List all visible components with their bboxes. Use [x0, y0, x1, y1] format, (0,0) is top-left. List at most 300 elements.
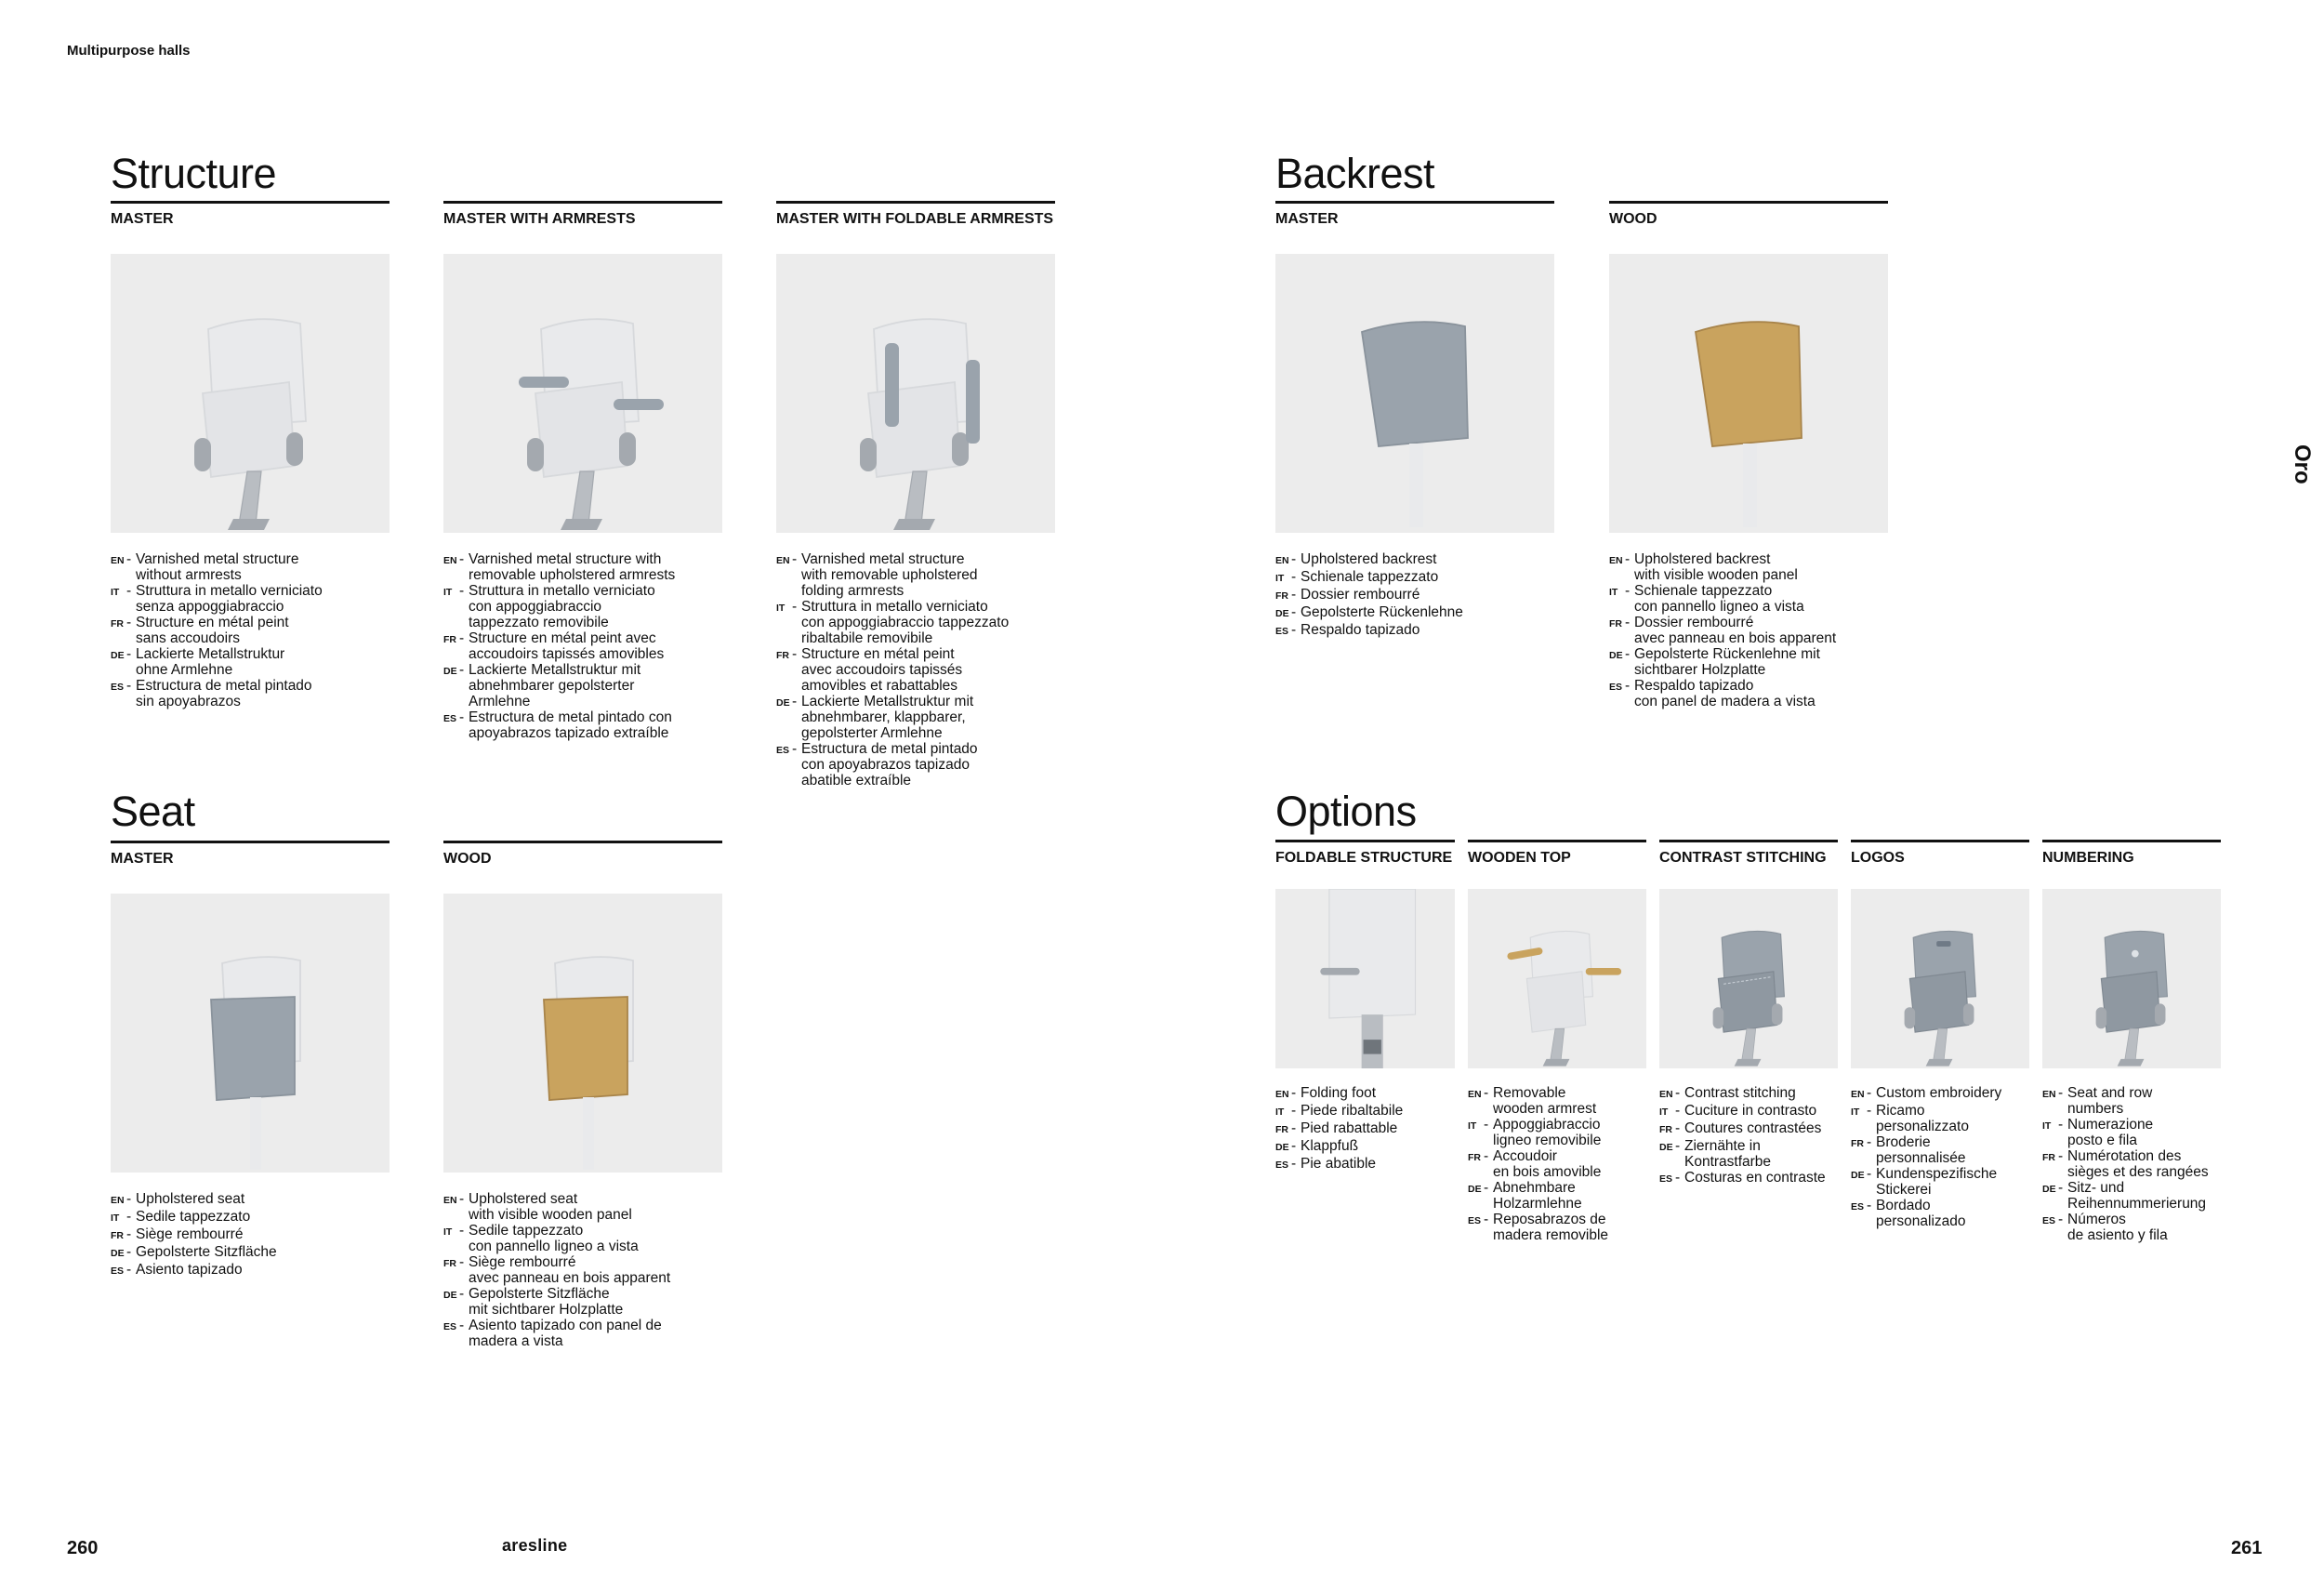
item-description	[443, 551, 722, 741]
desc-row	[443, 1254, 722, 1286]
section-rule	[1609, 201, 1888, 204]
chair-illustration	[1659, 889, 1838, 1068]
lang-text: Estructura de metal pintado con apoyabrazos tapizado abatible extraíble	[801, 741, 978, 788]
lang-code: FR	[1275, 590, 1288, 602]
lang-text: Broderie personnalisée	[1876, 1134, 1966, 1166]
item-description	[111, 551, 390, 709]
option-item-contrast-stitching	[1659, 840, 1838, 1187]
page-number-left: 260	[67, 1538, 99, 1558]
lang-dash: -	[1484, 1085, 1489, 1101]
lang-code: IT	[1609, 587, 1618, 598]
lang-code: FR	[111, 1230, 124, 1241]
lang-dash: -	[1625, 678, 1631, 694]
lang-dash: -	[126, 678, 132, 694]
desc-row	[111, 678, 390, 709]
section-rule	[2042, 840, 2221, 842]
structure-item-armrests	[443, 201, 722, 741]
lang-code: EN	[1468, 1089, 1482, 1100]
lang-text: Numérotation des sièges et des rangées	[2067, 1148, 2209, 1180]
lang-text: Upholstered backrest	[1301, 551, 1437, 567]
lang-code: DE	[443, 1290, 457, 1301]
lang-text: Asiento tapizado	[136, 1262, 243, 1278]
lang-code: DE	[2042, 1184, 2056, 1195]
section-rule	[776, 201, 1055, 204]
brand-logo: aresline	[502, 1536, 568, 1555]
item-label: WOOD	[1609, 211, 1657, 227]
lang-text: Sedile tappezzato	[136, 1209, 251, 1225]
lang-code: ES	[1275, 1160, 1289, 1171]
lang-text: Estructura de metal pintado con apoyabrazos tapizado extraíble	[469, 709, 672, 741]
lang-code: FR	[776, 650, 789, 661]
lang-dash: -	[126, 646, 132, 662]
desc-row	[776, 551, 1055, 599]
chair-illustration	[2042, 889, 2221, 1068]
desc-row	[443, 1318, 722, 1349]
lang-dash: -	[126, 583, 132, 599]
chair-photo	[1851, 889, 2029, 1068]
lang-code: EN	[1275, 555, 1289, 566]
lang-code: FR	[1659, 1124, 1672, 1135]
desc-row	[1659, 1103, 1838, 1120]
lang-dash: -	[126, 1191, 132, 1207]
lang-dash: -	[2058, 1117, 2064, 1133]
lang-dash: -	[1675, 1138, 1681, 1154]
desc-row	[1851, 1103, 2029, 1134]
lang-dash: -	[459, 1254, 465, 1270]
page-number-right: 261	[2231, 1538, 2263, 1558]
lang-dash: -	[2058, 1148, 2064, 1164]
lang-text: Varnished metal structure with removable upholstered armrests	[469, 551, 676, 583]
lang-text: Appoggiabraccio ligneo removibile	[1493, 1117, 1602, 1148]
lang-dash: -	[1625, 551, 1631, 567]
lang-code: EN	[111, 555, 125, 566]
chair-illustration	[111, 894, 390, 1173]
lang-dash: -	[126, 1226, 132, 1242]
lang-text: Varnished metal structure with removable upholstered folding armrests	[801, 551, 978, 599]
lang-code: ES	[111, 1266, 125, 1277]
lang-code: DE	[1275, 608, 1289, 619]
desc-row	[2042, 1117, 2221, 1148]
chair-illustration	[1468, 889, 1646, 1068]
lang-dash: -	[1867, 1198, 1872, 1213]
section-rule	[111, 201, 390, 204]
item-description	[2042, 1085, 2221, 1243]
section-rule	[1851, 840, 2029, 842]
lang-text: Pie abatible	[1301, 1156, 1377, 1172]
lang-text: Siège rembourré	[136, 1226, 244, 1242]
running-title: Multipurpose halls	[67, 43, 191, 59]
desc-row	[443, 1286, 722, 1318]
lang-code: ES	[1851, 1201, 1865, 1213]
lang-dash: -	[126, 1262, 132, 1278]
desc-row	[1275, 1103, 1455, 1120]
lang-code: DE	[443, 666, 457, 677]
lang-text: Seat and row numbers	[2067, 1085, 2153, 1117]
item-description	[443, 1191, 722, 1349]
lang-dash: -	[1291, 604, 1297, 620]
lang-dash: -	[1291, 1085, 1297, 1101]
lang-code: IT	[1851, 1107, 1860, 1118]
lang-text: Kundenspezifische Stickerei	[1876, 1166, 1998, 1198]
structure-item-master	[111, 201, 390, 709]
item-description	[1275, 1085, 1455, 1173]
lang-code: DE	[1468, 1184, 1482, 1195]
lang-code: FR	[443, 1258, 456, 1269]
lang-dash: -	[459, 1318, 465, 1333]
desc-row	[1851, 1134, 2029, 1166]
lang-code: IT	[111, 1213, 120, 1224]
chair-illustration	[1275, 889, 1455, 1068]
lang-dash: -	[1291, 622, 1297, 638]
desc-row	[1609, 583, 1888, 615]
desc-row	[776, 599, 1055, 646]
desc-row	[111, 646, 390, 678]
lang-code: DE	[1659, 1142, 1673, 1153]
section-rule	[1275, 840, 1455, 842]
lang-text: Dossier rembourré	[1301, 587, 1420, 603]
desc-row	[1659, 1085, 1838, 1103]
section-rule	[443, 201, 722, 204]
desc-row	[443, 662, 722, 709]
item-description	[1609, 551, 1888, 709]
lang-dash: -	[1625, 583, 1631, 599]
item-label: CONTRAST STITCHING	[1659, 850, 1827, 866]
seat-item-master	[111, 841, 390, 1279]
lang-dash: -	[459, 709, 465, 725]
desc-row	[443, 1223, 722, 1254]
chair-photo	[1659, 889, 1838, 1068]
lang-text: Siège rembourré avec panneau en bois apparent	[469, 1254, 671, 1286]
item-label: WOODEN TOP	[1468, 850, 1571, 866]
lang-dash: -	[1675, 1120, 1681, 1136]
desc-row	[111, 1244, 390, 1262]
seat-item-wood	[443, 841, 722, 1349]
lang-text: Estructura de metal pintado sin apoyabrazos	[136, 678, 312, 709]
lang-text: Upholstered seat with visible wooden panel	[469, 1191, 632, 1223]
structure-item-foldable-armrests	[776, 201, 1055, 788]
lang-text: Accoudoir en bois amovible	[1493, 1148, 1602, 1180]
desc-row	[1275, 1085, 1455, 1103]
lang-dash: -	[126, 1244, 132, 1260]
lang-text: Gepolsterte Sitzfläche	[136, 1244, 277, 1260]
desc-row	[1659, 1120, 1838, 1138]
lang-code: FR	[2042, 1152, 2055, 1163]
lang-dash: -	[1867, 1085, 1872, 1101]
lang-code: FR	[1275, 1124, 1288, 1135]
item-label: MASTER WITH FOLDABLE ARMRESTS	[776, 211, 1054, 227]
lang-dash: -	[792, 646, 798, 662]
lang-text: Dossier rembourré avec panneau en bois apparent	[1634, 615, 1837, 646]
chair-photo	[1275, 254, 1554, 533]
desc-row	[1275, 1156, 1455, 1173]
desc-row	[111, 1226, 390, 1244]
lang-code: ES	[1609, 682, 1623, 693]
lang-text: Sedile tappezzato con pannello ligneo a vista	[469, 1223, 639, 1254]
lang-code: DE	[1275, 1142, 1289, 1153]
desc-row	[1609, 678, 1888, 709]
lang-text: Asiento tapizado con panel de madera a vista	[469, 1318, 662, 1349]
option-item-foldable-structure	[1275, 840, 1455, 1173]
section-rule	[1468, 840, 1646, 842]
lang-text: Upholstered seat	[136, 1191, 245, 1207]
lang-code: FR	[111, 618, 124, 629]
lang-code: ES	[776, 745, 790, 756]
chair-photo	[443, 894, 722, 1173]
lang-dash: -	[1291, 569, 1297, 585]
lang-text: Removable wooden armrest	[1493, 1085, 1597, 1117]
item-label: MASTER	[1275, 211, 1339, 227]
desc-row	[443, 709, 722, 741]
lang-code: IT	[2042, 1120, 2052, 1132]
option-item-logos	[1851, 840, 2029, 1229]
desc-row	[1275, 551, 1554, 569]
lang-dash: -	[1291, 1138, 1297, 1154]
lang-code: EN	[1275, 1089, 1289, 1100]
item-description	[1468, 1085, 1646, 1243]
lang-dash: -	[1484, 1117, 1489, 1133]
lang-text: Contrast stitching	[1684, 1085, 1796, 1101]
lang-code: IT	[1275, 573, 1285, 584]
desc-row	[111, 583, 390, 615]
desc-row	[1275, 569, 1554, 587]
section-rule	[111, 841, 390, 843]
lang-dash: -	[459, 583, 465, 599]
desc-row	[1659, 1170, 1838, 1187]
chair-illustration	[1851, 889, 2029, 1068]
lang-text: Pied rabattable	[1301, 1120, 1398, 1136]
item-description	[111, 1191, 390, 1279]
lang-dash: -	[2058, 1085, 2064, 1101]
desc-row	[1275, 1138, 1455, 1156]
lang-dash: -	[1867, 1103, 1872, 1119]
lang-dash: -	[1675, 1103, 1681, 1119]
lang-dash: -	[2058, 1212, 2064, 1227]
section-rule	[443, 841, 722, 843]
lang-text: Upholstered backrest with visible wooden panel	[1634, 551, 1798, 583]
lang-code: ES	[1275, 626, 1289, 637]
lang-text: Gepolsterte Sitzfläche mit sichtbarer Holzplatte	[469, 1286, 624, 1318]
chair-illustration	[443, 254, 722, 533]
lang-text: Lackierte Metallstruktur mit abnehmbarer, klappbarer, gepolsterter Armlehne	[801, 694, 974, 741]
lang-code: IT	[776, 603, 786, 614]
chair-photo	[111, 894, 390, 1173]
option-item-numbering	[2042, 840, 2221, 1243]
lang-dash: -	[126, 1209, 132, 1225]
structure-title: Structure	[111, 150, 277, 197]
chair-photo	[1275, 889, 1455, 1068]
desc-row	[1851, 1198, 2029, 1229]
lang-code: IT	[443, 1226, 453, 1238]
lang-code: EN	[443, 555, 457, 566]
lang-text: Struttura in metallo verniciato con appoggiabraccio tappezzato removibile	[469, 583, 655, 630]
desc-row	[1468, 1212, 1646, 1243]
item-label: WOOD	[443, 851, 492, 867]
lang-dash: -	[1867, 1134, 1872, 1150]
lang-text: Números de asiento y fila	[2067, 1212, 2168, 1243]
item-label: MASTER	[111, 851, 174, 867]
desc-row	[1275, 622, 1554, 640]
lang-text: Bordado personalizado	[1876, 1198, 1966, 1229]
lang-code: IT	[1468, 1120, 1477, 1132]
lang-text: Schienale tappezzato	[1301, 569, 1439, 585]
lang-code: DE	[111, 650, 125, 661]
item-label: NUMBERING	[2042, 850, 2134, 866]
lang-dash: -	[1867, 1166, 1872, 1182]
lang-dash: -	[459, 1191, 465, 1207]
lang-dash: -	[459, 1223, 465, 1239]
desc-row	[2042, 1085, 2221, 1117]
desc-row	[443, 583, 722, 630]
item-description	[1275, 551, 1554, 640]
backrest-title: Backrest	[1275, 150, 1435, 197]
lang-dash: -	[459, 630, 465, 646]
lang-dash: -	[792, 741, 798, 757]
lang-text: Coutures contrastées	[1684, 1120, 1822, 1136]
desc-row	[443, 551, 722, 583]
lang-text: Lackierte Metallstruktur ohne Armlehne	[136, 646, 285, 678]
lang-text: Structure en métal peint avec accoudoirs tapissés amovibles	[469, 630, 665, 662]
lang-text: Klappfuß	[1301, 1138, 1359, 1154]
desc-row	[1851, 1085, 2029, 1103]
lang-dash: -	[459, 1286, 465, 1302]
item-label: MASTER	[111, 211, 174, 227]
chair-photo	[1609, 254, 1888, 533]
lang-dash: -	[126, 615, 132, 630]
lang-text: Respaldo tapizado con panel de madera a vista	[1634, 678, 1816, 709]
lang-text: Piede ribaltabile	[1301, 1103, 1404, 1119]
chair-illustration	[1275, 254, 1554, 533]
desc-row	[776, 741, 1055, 788]
lang-dash: -	[1484, 1212, 1489, 1227]
lang-code: DE	[1851, 1170, 1865, 1181]
lang-text: Structure en métal peint avec accoudoirs tapissés amovibles et rabattables	[801, 646, 963, 694]
desc-row	[1851, 1166, 2029, 1198]
lang-text: Ziernähte in Kontrastfarbe	[1684, 1138, 1772, 1170]
lang-code: FR	[1468, 1152, 1481, 1163]
desc-row	[1275, 604, 1554, 622]
lang-dash: -	[792, 694, 798, 709]
desc-row	[776, 694, 1055, 741]
lang-text: Custom embroidery	[1876, 1085, 2002, 1101]
lang-text: Struttura in metallo verniciato senza appoggiabraccio	[136, 583, 323, 615]
desc-row	[111, 551, 390, 583]
lang-code: DE	[111, 1248, 125, 1259]
lang-code: IT	[1275, 1107, 1285, 1118]
lang-code: EN	[776, 555, 790, 566]
lang-text: Abnehmbare Holzarmlehne	[1493, 1180, 1582, 1212]
lang-text: Struttura in metallo verniciato con appoggiabraccio tappezzato ribaltabile removibile	[801, 599, 1010, 646]
desc-row	[1468, 1085, 1646, 1117]
chair-photo	[776, 254, 1055, 533]
lang-code: EN	[443, 1195, 457, 1206]
lang-dash: -	[459, 551, 465, 567]
desc-row	[1468, 1117, 1646, 1148]
lang-text: Lackierte Metallstruktur mit abnehmbarer gepolsterter Armlehne	[469, 662, 641, 709]
lang-dash: -	[1484, 1180, 1489, 1196]
lang-code: IT	[443, 587, 453, 598]
backrest-item-master	[1275, 201, 1554, 640]
lang-code: ES	[443, 1321, 457, 1332]
lang-text: Gepolsterte Rückenlehne	[1301, 604, 1463, 620]
chair-photo	[111, 254, 390, 533]
desc-row	[443, 1191, 722, 1223]
lang-dash: -	[459, 662, 465, 678]
lang-text: Gepolsterte Rückenlehne mit sichtbarer Holzplatte	[1634, 646, 1820, 678]
desc-row	[443, 630, 722, 662]
item-label: FOLDABLE STRUCTURE	[1275, 850, 1453, 866]
item-label: LOGOS	[1851, 850, 1905, 866]
desc-row	[2042, 1148, 2221, 1180]
item-description	[776, 551, 1055, 788]
lang-code: IT	[1659, 1107, 1669, 1118]
desc-row	[1468, 1148, 1646, 1180]
lang-code: ES	[1659, 1173, 1673, 1185]
lang-dash: -	[2058, 1180, 2064, 1196]
lang-dash: -	[792, 551, 798, 567]
lang-dash: -	[1625, 615, 1631, 630]
option-item-wooden-top	[1468, 840, 1646, 1243]
chair-photo	[1468, 889, 1646, 1068]
seat-title: Seat	[111, 788, 195, 835]
desc-row	[2042, 1180, 2221, 1212]
lang-text: Ricamo personalizzato	[1876, 1103, 1969, 1134]
lang-dash: -	[126, 551, 132, 567]
desc-row	[1275, 587, 1554, 604]
chair-photo	[2042, 889, 2221, 1068]
lang-code: ES	[1468, 1215, 1482, 1226]
desc-row	[1609, 551, 1888, 583]
lang-code: EN	[1659, 1089, 1673, 1100]
chair-illustration	[443, 894, 722, 1173]
item-label: MASTER WITH ARMRESTS	[443, 211, 636, 227]
desc-row	[1609, 615, 1888, 646]
lang-text: Costuras en contraste	[1684, 1170, 1826, 1186]
lang-text: Folding foot	[1301, 1085, 1376, 1101]
lang-text: Numerazione posto e fila	[2067, 1117, 2154, 1148]
lang-text: Structure en métal peint sans accoudoirs	[136, 615, 289, 646]
lang-dash: -	[1291, 1120, 1297, 1136]
item-description	[1659, 1085, 1838, 1187]
lang-text: Sitz- und Reihennummerierung	[2067, 1180, 2207, 1212]
lang-code: EN	[111, 1195, 125, 1206]
lang-text: Reposabrazos de madera removible	[1493, 1212, 1609, 1243]
item-description	[1851, 1085, 2029, 1229]
lang-dash: -	[1291, 587, 1297, 603]
backrest-item-wood	[1609, 201, 1888, 709]
lang-dash: -	[1675, 1085, 1681, 1101]
desc-row	[111, 1209, 390, 1226]
lang-text: Schienale tappezzato con pannello ligneo a vista	[1634, 583, 1804, 615]
lang-code: FR	[1609, 618, 1622, 629]
lang-dash: -	[1675, 1170, 1681, 1186]
chair-illustration	[776, 254, 1055, 533]
lang-text: Respaldo tapizado	[1301, 622, 1420, 638]
lang-code: DE	[1609, 650, 1623, 661]
chair-illustration	[111, 254, 390, 533]
lang-dash: -	[792, 599, 798, 615]
section-rule	[1275, 201, 1554, 204]
lang-code: EN	[2042, 1089, 2056, 1100]
desc-row	[1468, 1180, 1646, 1212]
desc-row	[111, 1191, 390, 1209]
chair-illustration	[1609, 254, 1888, 533]
desc-row	[111, 1262, 390, 1279]
chair-photo	[443, 254, 722, 533]
lang-code: ES	[111, 682, 125, 693]
lang-text: Varnished metal structure without armrests	[136, 551, 299, 583]
lang-code: ES	[443, 713, 457, 724]
desc-row	[2042, 1212, 2221, 1243]
